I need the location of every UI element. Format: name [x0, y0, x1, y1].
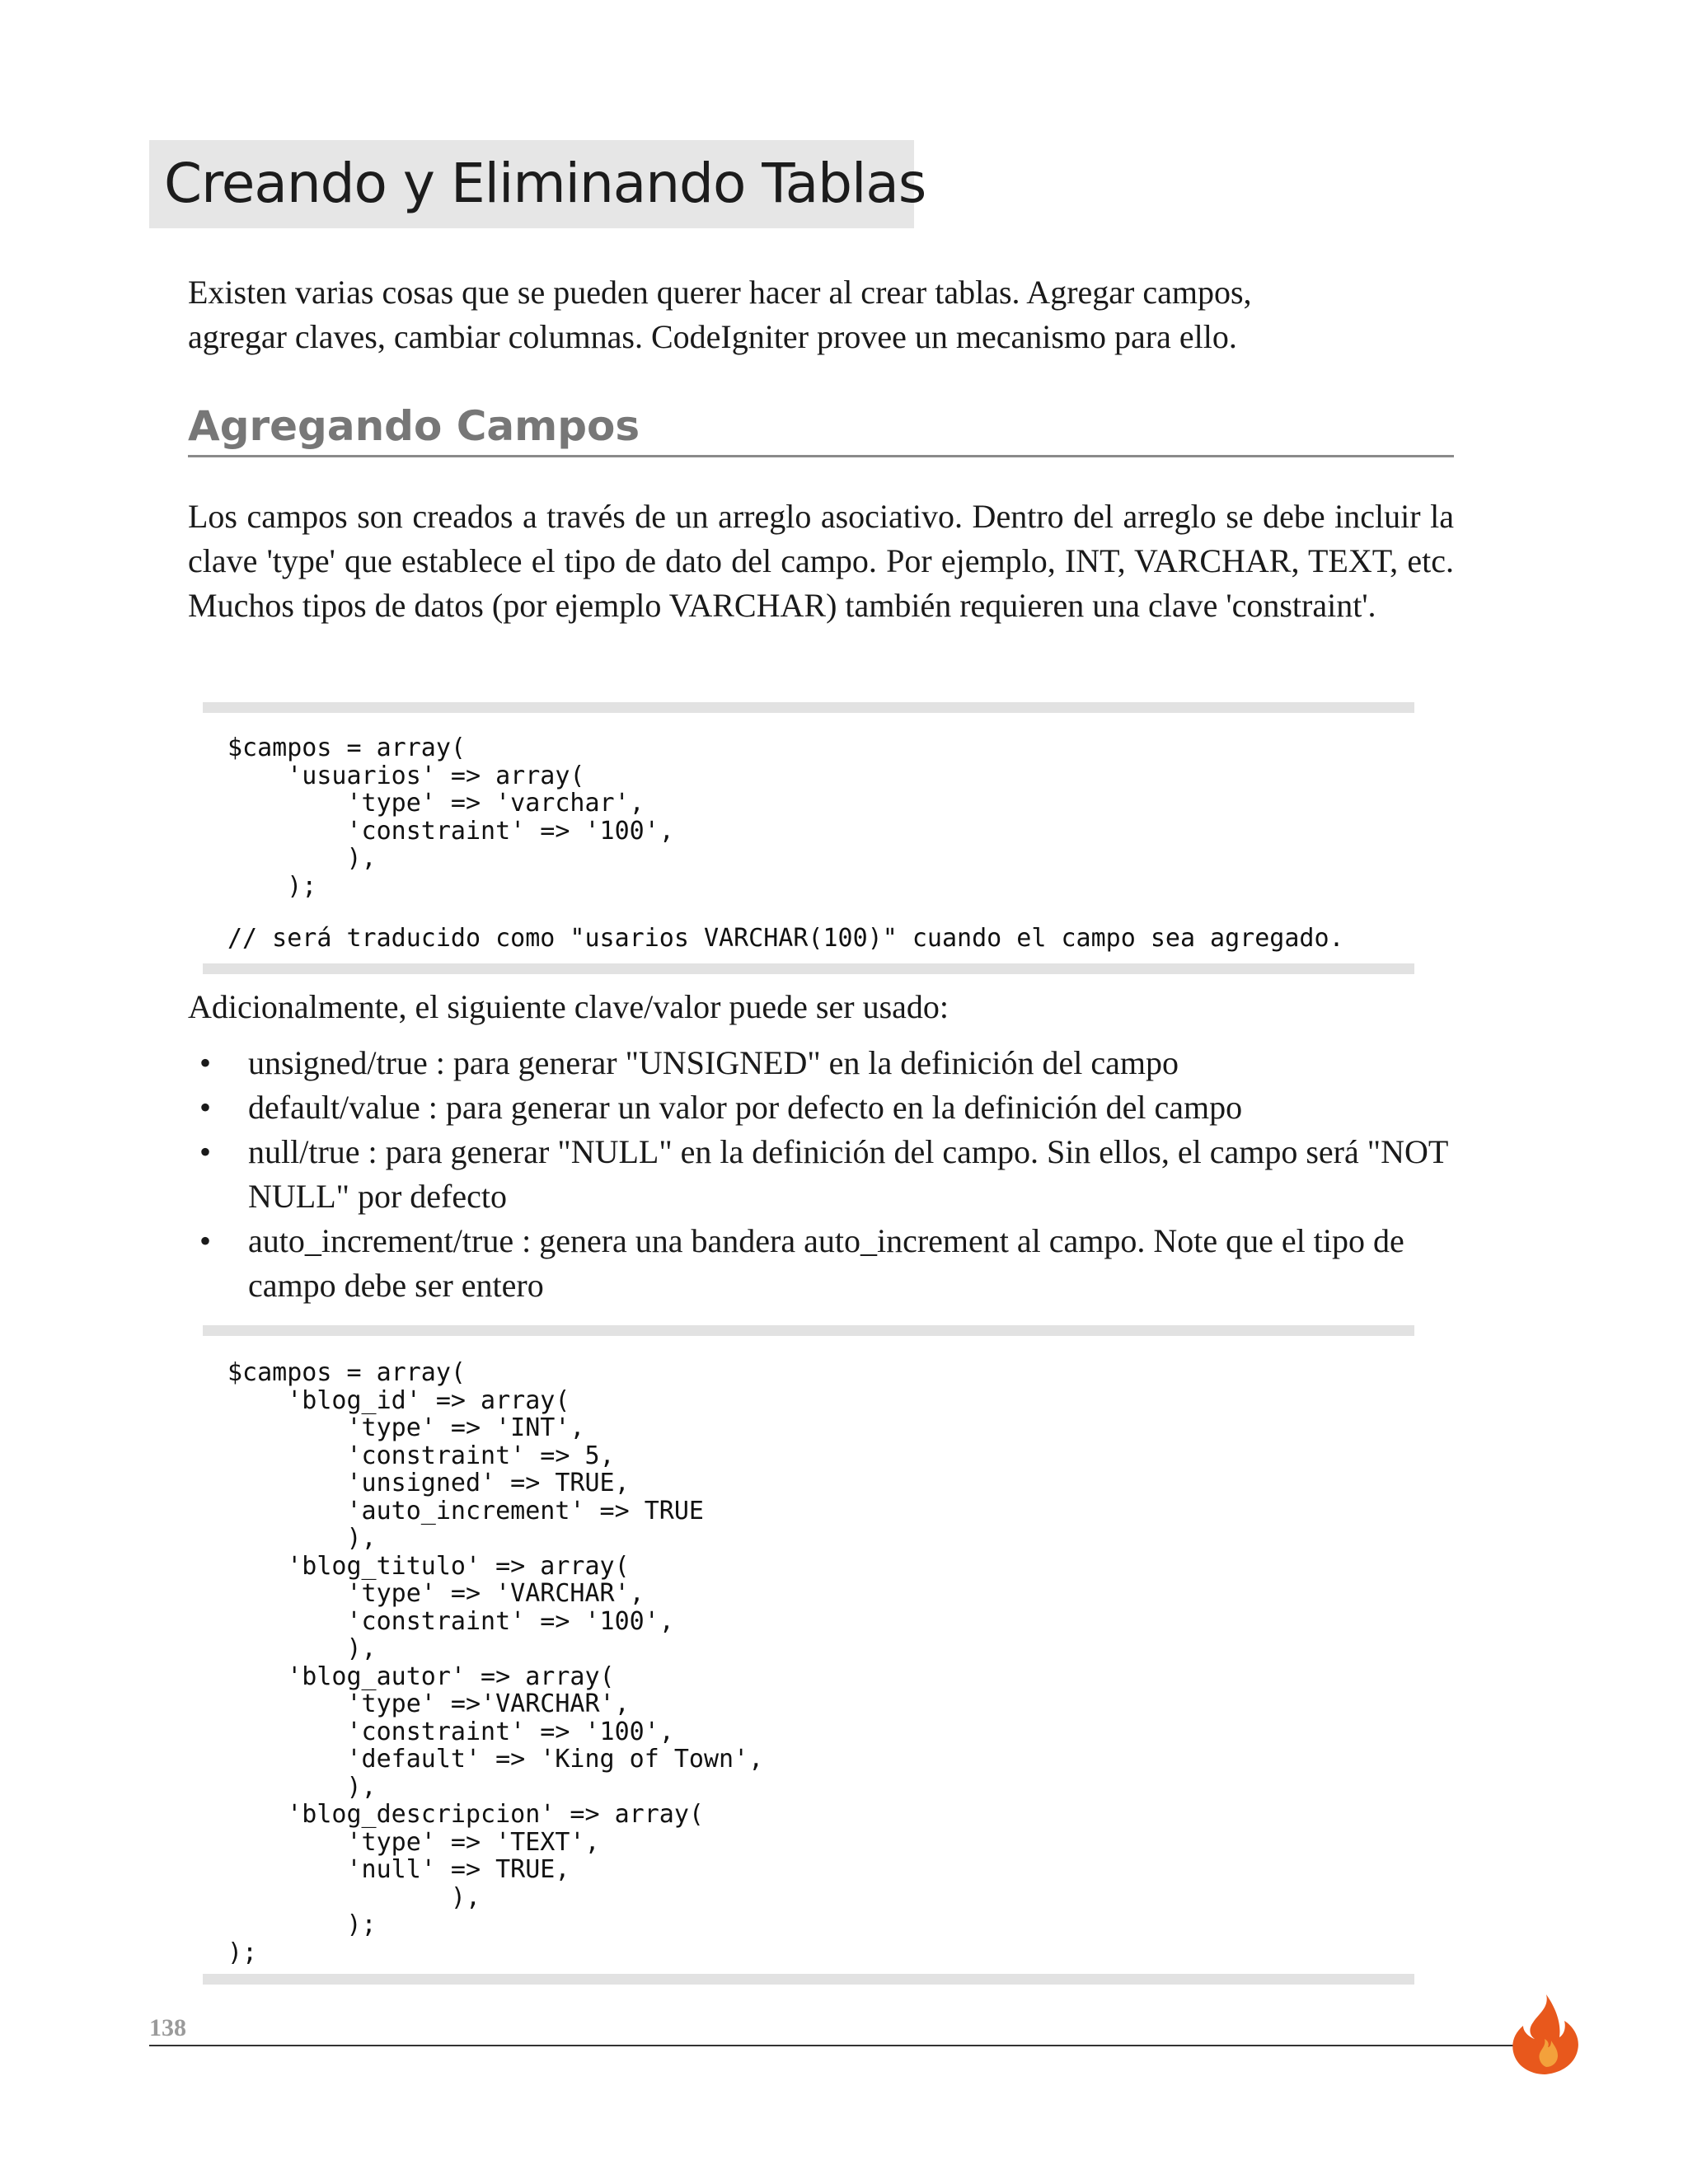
page-number: 138	[149, 2014, 186, 2041]
code-block-1	[203, 702, 1414, 974]
bullet-icon: •	[199, 1044, 212, 1081]
list-item	[188, 1085, 1454, 1130]
bullet-icon: •	[199, 1089, 212, 1126]
code-example-1: $campos = array( 'usuarios' => array( 'type' => 'varchar', 'constraint' => '100', ), );	[227, 733, 674, 901]
code-example-2: $campos = array( 'blog_id' => array( 'type' => 'INT', 'constraint' => 5, 'unsigned' => TRUE, 'auto_increment' => TRUE ), 'blog_titulo' => array( 'type' => 'VARCHAR', 'constraint' => '100', ), 'blog_autor' => array( 'type' =>'VARCHAR', 'constraint' => '100', 'default' => 'King of Town', ), 'blog_descripcion' => array( 'type' => 'TEXT', 'null' => TRUE, ), ); );	[227, 1358, 764, 1967]
code-example-1-comment: // será traducido como "usarios VARCHAR(100)" cuando el campo sea agregado.	[227, 924, 1344, 953]
list-item-text: auto_increment/true : genera una bandera auto_increment al campo. Note que el tipo de campo debe ser entero	[248, 1222, 1404, 1304]
additional-intro: Adicionalmente, el siguiente clave/valor puede ser usado:	[188, 988, 950, 1025]
bullet-icon: •	[199, 1133, 212, 1170]
list-item	[188, 1130, 1454, 1219]
intro-line-2: agregar claves, cambiar columnas. CodeIgniter provee un mecanismo para ello.	[188, 318, 1237, 355]
code-block-2	[203, 1325, 1414, 1985]
codeigniter-flame-icon	[1505, 1993, 1581, 2075]
intro-line-1: Existen varias cosas que se pueden querer hacer al crear tablas. Agregar campos,	[188, 274, 1252, 311]
list-item-text: unsigned/true : para generar "UNSIGNED" en la definición del campo	[248, 1044, 1179, 1081]
footer-rule	[149, 2045, 1517, 2046]
chapter-title: Creando y Eliminando Tablas	[164, 152, 926, 215]
options-list	[188, 1041, 1454, 1308]
bullet-icon: •	[199, 1222, 212, 1259]
section-heading: Agregando Campos	[188, 402, 1454, 457]
list-item-text: default/value : para generar un valor por defecto en la definición del campo	[248, 1089, 1243, 1126]
intro-paragraph	[188, 270, 1454, 359]
chapter-title-box	[149, 140, 926, 228]
fields-paragraph: Los campos son creados a través de un arreglo asociativo. Dentro del arreglo se debe incluir la clave 'type' que establece el tipo de dato del campo. Por ejemplo, INT, VARCHAR, TEXT, etc. Muchos tipos de datos (por ejemplo VARCHAR) también requieren una clave 'constraint'.	[188, 498, 1454, 624]
list-item-text: null/true : para generar "NULL" en la definición del campo. Sin ellos, el campo será "NOT NULL" por defecto	[248, 1133, 1448, 1215]
list-item	[188, 1219, 1454, 1308]
list-item	[188, 1041, 1454, 1085]
